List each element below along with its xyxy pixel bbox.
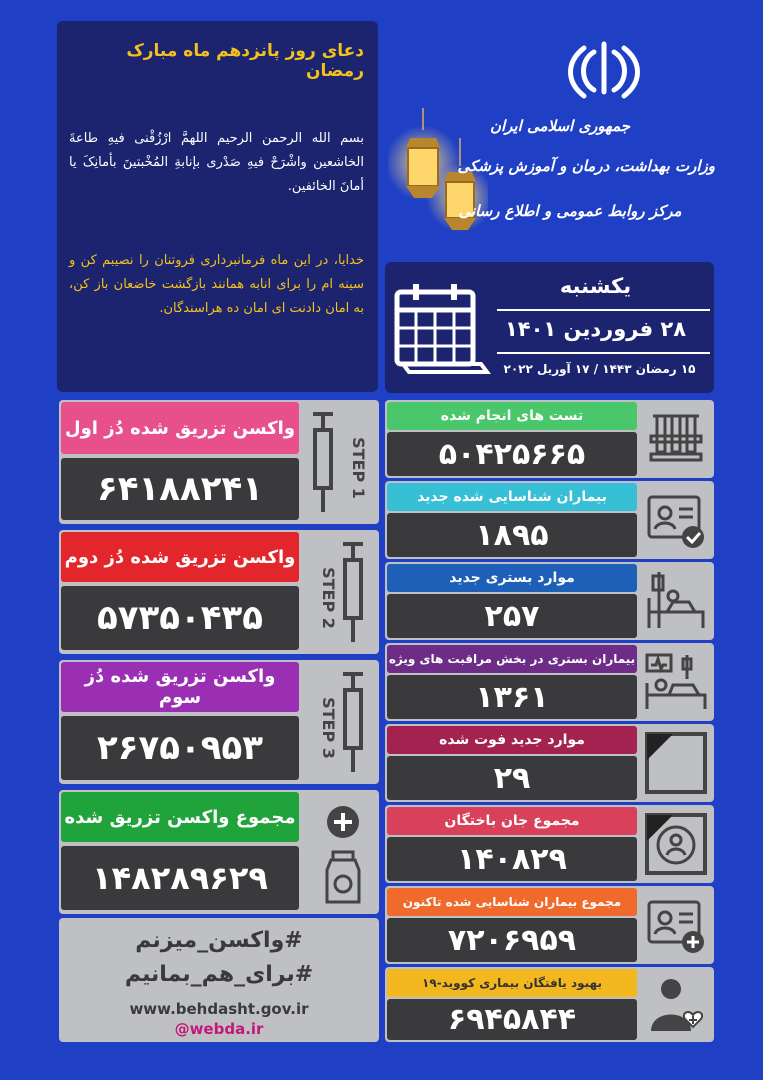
- date-weekday: یکشنبه: [559, 274, 632, 298]
- stat-value: ۱۴۰۸۲۹: [387, 837, 637, 881]
- id-card-check-icon: [643, 487, 709, 553]
- step1-label: STEP 1: [349, 437, 368, 499]
- stat-label: بیماران بستری در بخش مراقبت های ویژه: [387, 645, 637, 673]
- stat-value: ۷۲۰۶۹۵۹: [387, 918, 637, 962]
- vaccine-dose1-value: ۶۴۱۸۸۲۴۱: [61, 458, 299, 520]
- vaccine-dose3-card: [59, 660, 379, 784]
- stat-value: ۲۹: [387, 756, 637, 800]
- stat-card-total-cases: [385, 886, 714, 964]
- header-line-3: مرکز روابط عمومی و اطلاع رسانی: [458, 202, 682, 220]
- stats-column: [385, 400, 714, 1042]
- date-divider-bottom: [497, 352, 710, 354]
- date-panel: [385, 262, 714, 393]
- vaccine-dose3-label: واکسن تزریق شده دُز سوم: [61, 662, 299, 712]
- stat-card-total-deaths: [385, 805, 714, 883]
- step2-label: STEP 2: [319, 567, 338, 629]
- vaccine-total-label: مجموع واکسن تزریق شده: [61, 792, 299, 842]
- hospital-bed-icon: [643, 568, 709, 634]
- stat-card-icu: [385, 643, 714, 721]
- syringe-icon: [305, 408, 373, 518]
- vaccine-total-value: ۱۴۸۲۸۹۶۲۹: [61, 846, 299, 910]
- vaccine-dose2-card: [59, 530, 379, 654]
- prayer-arabic-text: بسم الله الرحمن الرحیم اللهمَّ ارْزُقْنی فیهِ طاعةَ الخاشعین واشْرَحْ فیهِ صَدْری بإنابةِ المُخْبتینَ بأمانِکَ یا أمانَ الخائفین.: [69, 131, 364, 194]
- stat-card-new-deaths: [385, 724, 714, 802]
- vaccine-dose2-value: ۵۷۳۵۰۴۳۵: [61, 586, 299, 650]
- stat-value: ۱۳۶۱: [387, 675, 637, 719]
- syringe-icon: [305, 668, 373, 778]
- mourning-frame-icon: [643, 730, 709, 796]
- stat-value: ۲۵۷: [387, 594, 637, 638]
- step3-label: STEP 3: [319, 697, 338, 759]
- stat-label: مجموع بیماران شناسایی شده تاکنون: [387, 888, 637, 916]
- stat-label: بیماران شناسایی شده جدید: [387, 483, 637, 511]
- mourning-person-icon: [643, 811, 709, 877]
- vaccine-dose1-card: [59, 400, 379, 524]
- iran-emblem-icon: [568, 38, 640, 100]
- vaccine-total-card: [59, 790, 379, 914]
- hashtag-vaccine: #واکسن_میزنم: [135, 928, 303, 953]
- prayer-panel: [57, 21, 378, 392]
- vaccine-vial-icon: [315, 798, 371, 908]
- stat-card-new-cases: [385, 481, 714, 559]
- footer-card: [59, 918, 379, 1042]
- vaccine-dose2-label: واکسن تزریق شده دُز دوم: [61, 532, 299, 582]
- icu-bed-icon: [643, 649, 709, 715]
- stat-label: بهبود یافتگان بیماری کووید-۱۹: [387, 969, 637, 997]
- prayer-title: دعای روز پانزدهم ماه مبارک رمضان: [126, 41, 364, 81]
- header-line-2: وزارت بهداشت، درمان و آموزش پزشکی: [457, 157, 715, 175]
- stat-label: موارد جدید فوت شده: [387, 726, 637, 754]
- calendar-icon: [391, 280, 491, 380]
- hashtag-stay: #برای_هم_بمانیم: [124, 962, 314, 987]
- stat-card-recovered: [385, 967, 714, 1042]
- recovered-person-icon: [643, 971, 709, 1037]
- stat-label: تست های انجام شده: [387, 402, 637, 430]
- stat-label: موارد بستری جدید: [387, 564, 637, 592]
- date-sub: ۱۵ رمضان ۱۴۴۳ / ۱۷ آوریل ۲۰۲۲: [503, 362, 696, 376]
- stat-label: مجموع جان باختگان: [387, 807, 637, 835]
- date-divider-top: [497, 309, 710, 311]
- stat-value: ۶۹۴۵۸۴۴: [387, 999, 637, 1040]
- website-link[interactable]: www.behdasht.gov.ir: [129, 1000, 309, 1018]
- stat-value: ۵۰۴۲۵۶۶۵: [387, 432, 637, 476]
- header-line-1: جمهوری اسلامی ایران: [489, 117, 631, 135]
- stat-value: ۱۸۹۵: [387, 513, 637, 557]
- prayer-persian-text: خدایا، در این ماه فرمانبرداری فروتنان را نصیبم کن و سینه ام را برای انابه همانند بازگشت خاضعان باز کن، به امان دادنت ای امان ده هراسندگان.: [69, 253, 364, 316]
- stat-card-new-hospitalized: [385, 562, 714, 640]
- syringe-icon: [305, 538, 373, 648]
- test-tubes-icon: [643, 406, 709, 472]
- id-card-plus-icon: [643, 892, 709, 958]
- stat-card-tests: [385, 400, 714, 478]
- vaccine-dose3-value: ۲۶۷۵۰۹۵۳: [61, 716, 299, 780]
- vaccine-dose1-label: واکسن تزریق شده دُز اول: [61, 402, 299, 454]
- date-main: ۲۸ فروردین ۱۴۰۱: [504, 317, 687, 341]
- social-handle[interactable]: @webda.ir: [174, 1020, 264, 1038]
